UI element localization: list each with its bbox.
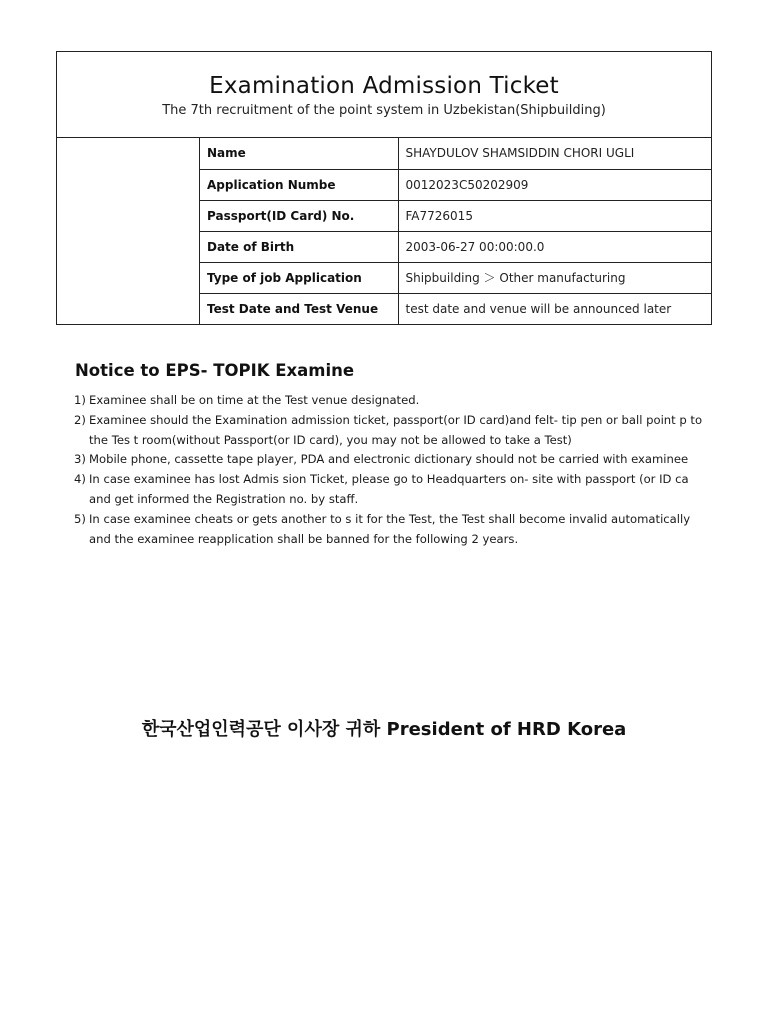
table-row xyxy=(200,200,712,231)
ticket-header xyxy=(57,52,711,138)
notice-list xyxy=(74,391,714,549)
test-venue-label: Test Date and Test Venue xyxy=(200,293,398,324)
item-text: In case examinee has lost Admis sion Ticket, please go to Headquarters on- site with passport (or ID ca xyxy=(89,472,689,487)
item-number: 2) xyxy=(74,412,86,427)
ticket-subtitle: The 7th recruitment of the point system in Uzbekistan(Shipbuilding) xyxy=(162,103,606,118)
name-value: SHAYDULOV SHAMSIDDIN CHORI UGLI xyxy=(398,138,712,169)
list-item xyxy=(74,470,714,510)
application-number-value: 0012023C50202909 xyxy=(398,169,712,200)
application-number-label: Application Numbe xyxy=(200,169,398,200)
passport-value: FA7726015 xyxy=(398,200,712,231)
notice-title: Notice to EPS- TOPIK Examine xyxy=(75,361,355,380)
name-label: Name xyxy=(200,138,398,169)
admission-ticket xyxy=(56,51,712,325)
table-row xyxy=(200,262,712,293)
table-row xyxy=(200,169,712,200)
job-type-label: Type of job Application xyxy=(200,262,398,293)
photo-box xyxy=(57,138,200,325)
item-text-continued: and get informed the Registration no. by staff. xyxy=(89,491,359,506)
table-row xyxy=(200,293,712,324)
item-number: 3) xyxy=(74,452,86,467)
date-of-birth-value: 2003-06-27 00:00:00.0 xyxy=(398,231,712,262)
item-text: Examinee shall be on time at the Test venue designated. xyxy=(89,393,420,407)
job-type-value: Shipbuilding ＞ Other manufacturing xyxy=(398,262,712,293)
item-text: Mobile phone, cassette tape player, PDA and electronic dictionary should not be carried with examinee xyxy=(89,452,689,467)
item-number: 5) xyxy=(74,511,86,526)
item-text: In case examinee cheats or gets another to s it for the Test, the Test shall become invalid automatically xyxy=(89,511,691,526)
item-text: Examinee should the Examination admission ticket, passport(or ID card)and felt- tip pen or ball point p to xyxy=(89,412,703,427)
table-row xyxy=(200,138,712,169)
list-item xyxy=(74,411,714,451)
item-number: 4) xyxy=(74,472,86,487)
signature-line: 한국산업인력공단 이사장 귀하 President of HRD Korea xyxy=(141,719,627,740)
item-text-continued: the Tes t room(without Passport(or ID card), you may not be allowed to take a Test) xyxy=(89,432,572,447)
date-of-birth-label: Date of Birth xyxy=(200,231,398,262)
item-text-continued: and the examinee reapplication shall be banned for the following 2 years. xyxy=(89,531,519,546)
item-number: 1) xyxy=(74,393,86,407)
list-item xyxy=(74,510,714,550)
applicant-info-table xyxy=(200,138,712,324)
ticket-title: Examination Admission Ticket xyxy=(209,73,559,99)
test-venue-value: test date and venue will be announced later xyxy=(405,301,672,316)
list-item xyxy=(74,391,714,411)
passport-label: Passport(ID Card) No. xyxy=(200,200,398,231)
table-row xyxy=(200,231,712,262)
list-item xyxy=(74,450,714,470)
